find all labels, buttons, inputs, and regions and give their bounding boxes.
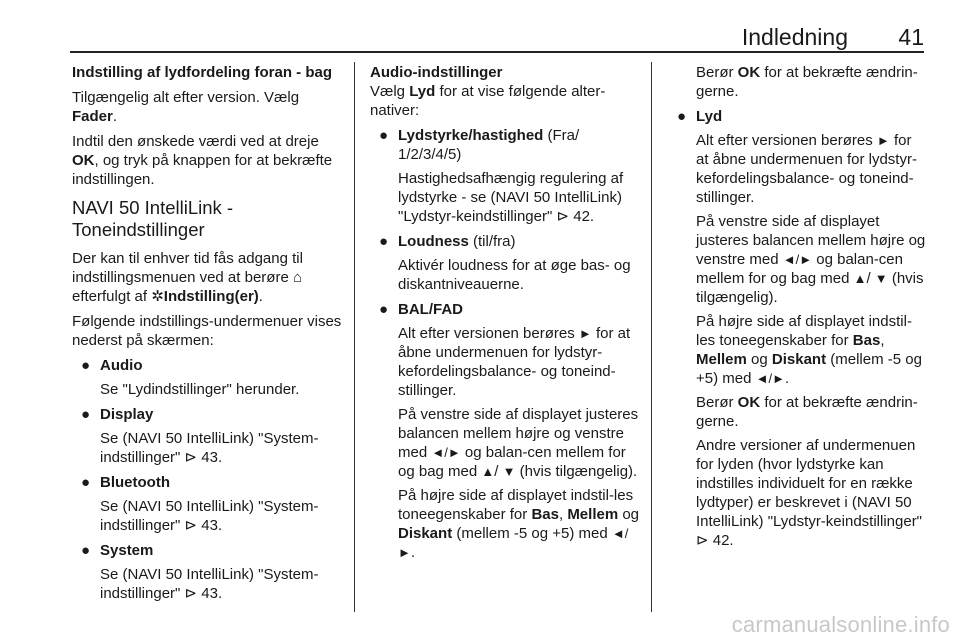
- right-arrow-icon: ►: [876, 133, 890, 148]
- column-1: [72, 63, 344, 609]
- bullet-icon: ●: [379, 233, 389, 250]
- list-item: ● Audio Se "Lydindstillinger" herunder.: [81, 357, 300, 398]
- list-item: ● BAL/FAD Alt efter versionen berøres ► for at åbne undermenuen for lydstyr-kefordelingsbalance- og toneind-stillinger. På venstre side af displayet justeres balancen mellem højre og venstre med ◄/► og balan-cen mellem for og bag med ▲/ ▼ (hvis tilgængelig). På højre side af displayet indstil-les toneegenskaber for Bas, Mellem og Diskant (mellem -5 og +5) med ◄/►.: [379, 301, 640, 561]
- list-item: ● Bluetooth Se (NAVI 50 IntelliLink) "System-indstillinger" ⊳ 43.: [81, 474, 319, 534]
- watermark: carmanualsonline.info: [731, 612, 950, 637]
- chapter-title: Indledning: [741, 24, 848, 50]
- list-item: ● Lydstyrke/hastighed (Fra/ 1/2/3/4/5) Hastighedsafhængig regulering af lydstyrke - se (NAVI 50 IntelliLink) "Lydstyr-keindstillinger" ⊳ 42.: [379, 127, 624, 225]
- fader-paragraph: Tilgængelig alt efter version. Vælg Fader.: [72, 89, 300, 125]
- bullet-icon: ●: [379, 301, 389, 318]
- bullet-icon: ●: [81, 542, 91, 559]
- header-rule: [70, 51, 924, 53]
- page-ref-icon: ⊳: [696, 532, 709, 549]
- page-ref-icon: ⊳: [556, 208, 570, 225]
- submenu-intro: Følgende indstillings-undermenuer vises nederst på skærmen:: [72, 313, 342, 349]
- page-header: [0, 0, 960, 52]
- list-item-continued: Berør OK for at bekræfte ændrin-gerne.: [696, 64, 918, 100]
- bullet-icon: ●: [81, 406, 91, 423]
- left-right-arrow-icon: ◄/►: [782, 252, 813, 267]
- settings-access-paragraph: Der kan til enhver tid fås adgang til indstillingsmenuen ved at berøre ⌂ efterfulgt af ✲Indstilling(er).: [72, 250, 303, 305]
- submenu-list: [72, 356, 344, 603]
- home-icon: ⌂: [292, 269, 303, 286]
- list-item: ● Display Se (NAVI 50 IntelliLink) "System-indstillinger" ⊳ 43.: [81, 406, 319, 466]
- page-ref-icon: ⊳: [184, 517, 198, 534]
- list-item: ● Loudness (til/fra) Aktivér loudness for at øge bas- og diskantniveauerne.: [379, 233, 631, 293]
- up-arrow-icon: ▲: [481, 464, 495, 479]
- bullet-icon: ●: [379, 127, 389, 144]
- bullet-icon: ●: [81, 357, 91, 374]
- down-arrow-icon: ▼: [502, 464, 516, 479]
- left-right-arrow-icon: ◄/►: [398, 526, 629, 560]
- page-ref-icon: ⊳: [184, 585, 198, 602]
- audio-intro: Vælg Lyd for at vise følgende alter-nativer:: [370, 83, 606, 119]
- page-number: 41: [898, 24, 924, 50]
- column-3: [668, 63, 928, 556]
- audio-heading: Audio-indstillinger: [370, 64, 503, 81]
- left-right-arrow-icon: ◄/►: [431, 445, 461, 460]
- column-2: [370, 63, 640, 568]
- down-arrow-icon: ▼: [874, 271, 888, 286]
- column-divider: [354, 62, 355, 612]
- list-item: ● Lyd Alt efter versionen berøres ► for at åbne undermenuen for lydstyr-kefordelingsbalance- og toneind-stillinger. På venstre side af displayet justeres balancen mellem højre og venstre med ◄/► og balan-cen mellem for og bag med ▲/ ▼ (hvis tilgængelig). På højre side af displayet indstil-les toneegenskaber for Bas, Mellem og Diskant (mellem -5 og +5) med ◄/►. Berør OK for at bekræfte ændrin-gerne. Andre versioner af undermenuen for lyden (hvor lydstyrke kan indstilles individuelt for en række lydtyper) er beskrevet i (NAVI 50 IntelliLink) "Lydstyr-keindstillinger" ⊳ 42.: [677, 108, 926, 549]
- audio-options-list: [370, 126, 640, 562]
- section-heading: NAVI 50 IntelliLink - Toneindstillinger: [72, 197, 234, 240]
- right-arrow-icon: ►: [578, 326, 592, 341]
- column-divider: [651, 62, 652, 612]
- bullet-icon: ●: [677, 108, 687, 125]
- up-arrow-icon: ▲: [853, 271, 867, 286]
- page-ref-icon: ⊳: [184, 449, 198, 466]
- list-item: ● System Se (NAVI 50 IntelliLink) "System-indstillinger" ⊳ 43.: [81, 542, 319, 602]
- continued-list: [668, 63, 928, 550]
- left-right-arrow-icon: ◄/►: [755, 371, 785, 386]
- ok-paragraph: Indtil den ønskede værdi ved at dreje OK, og tryk på knappen for at bekræfte indstillingen.: [72, 133, 333, 188]
- fader-heading: Indstilling af lydfordeling foran - bag: [72, 64, 332, 81]
- bullet-icon: ●: [81, 474, 91, 491]
- gear-icon: ✲: [151, 288, 164, 305]
